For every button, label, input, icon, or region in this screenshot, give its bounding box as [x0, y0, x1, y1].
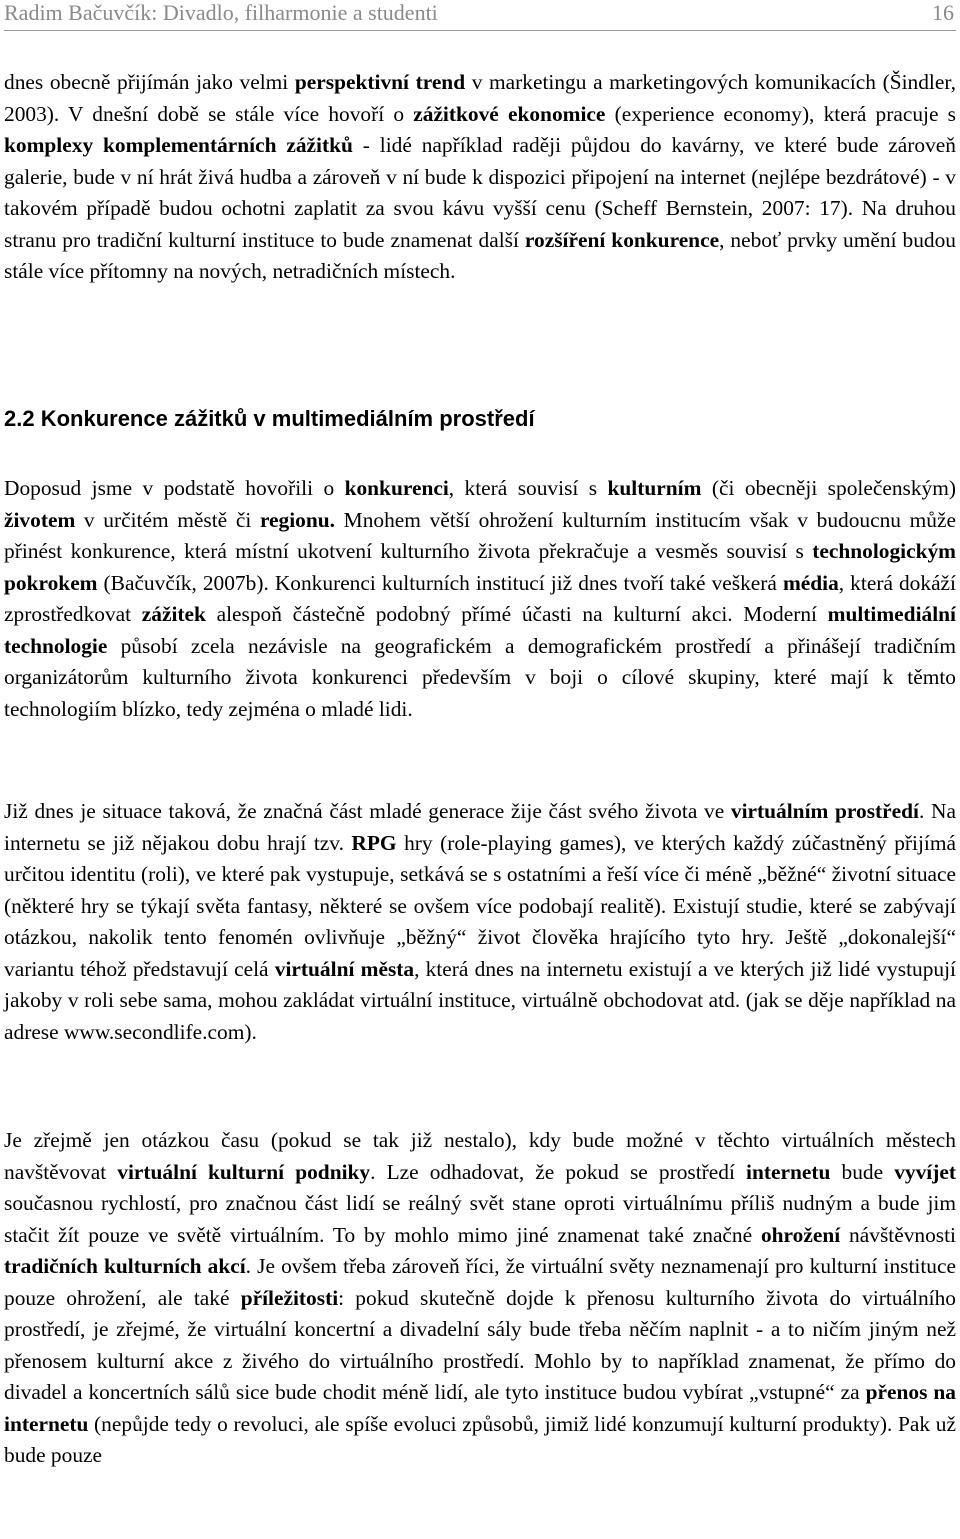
text-run: . Na internetu se již nějakou dobu hrají tzv.	[4, 799, 956, 855]
paragraph	[4, 1125, 956, 1472]
bold-term: tradičních kulturních akcí	[4, 1254, 246, 1278]
bold-term: regionu.	[259, 507, 336, 532]
bold-term: ohrožení	[760, 1222, 841, 1247]
bold-term: perspektivní trend	[294, 70, 466, 94]
text-run: , která souvisí s	[448, 476, 608, 500]
running-header	[4, 0, 956, 31]
text-run: , která dokáží zprostředkovat	[4, 570, 956, 626]
text-run: bude	[830, 1159, 895, 1184]
page-number: 16	[932, 0, 954, 25]
bold-term: vyvíjet	[894, 1159, 956, 1184]
paragraph	[4, 473, 956, 725]
bold-term: technologickým pokrokem	[4, 539, 956, 595]
text-run: Je zřejmě jen otázkou času (pokud se tak již nestalo), kdy bude možné v těchto virtuálních městech navštěvovat	[4, 1128, 956, 1184]
bold-term: multimediální technologie	[4, 602, 956, 658]
bold-term: virtuálním prostředí	[730, 799, 920, 823]
text-run: dnes obecně přijímán jako velmi	[4, 70, 295, 94]
bold-term: rozšíření konkurence	[524, 227, 720, 252]
text-run: - lidé například raději půjdou do kavárny, ve které bude zároveň galerie, bude v ní hrát živá hudba a zároveň v ní bude k dispozici připojení na internet (nejlépe bezdrátové) - v takovém případě budou ochotni zaplatit za svou kávu vyšší cenu (Scheff Bernstein, 2007: 17). Na druhou stranu pro tradiční kulturní instituce to bude znamenat další	[4, 133, 957, 252]
section-heading: 2.2 Konkurence zážitků v multimediálním prostředí	[4, 406, 535, 431]
bold-term: životem	[4, 507, 76, 532]
bold-term: média	[782, 570, 839, 595]
text-run: Mnohem větší ohrožení kulturním institucím však v budoucnu může přinést konkurence, která místní ukotvení kulturního života překračuje a vesměs souvisí s	[4, 507, 956, 563]
text-run: Doposud jsme v podstatě hovořili o	[4, 476, 345, 500]
bold-term: konkurenci	[344, 476, 449, 500]
header-author-title: Radim Bačuvčík: Divadlo, filharmonie a studenti	[4, 0, 438, 25]
bold-term: virtuální kulturní podniky	[117, 1159, 371, 1184]
bold-term: kulturním	[607, 476, 702, 500]
text-run: , neboť prvky umění budou stále více přítomny na nových, netradičních místech.	[4, 227, 956, 283]
bold-term: virtuální města	[274, 956, 415, 981]
bold-term: přenos na internetu	[4, 1380, 956, 1436]
bold-term: RPG	[351, 830, 397, 855]
bold-term: zážitkové ekonomice	[413, 101, 606, 126]
bold-term: příležitosti	[240, 1285, 339, 1310]
paragraph	[4, 796, 956, 1048]
text-run: hry (role-playing games), ve kterých každý zúčastněný přijímá určitou identitu (roli), ve které pak vystupuje, setkává se s ostatními a řeší více či méně „běžné“ životní situace (některé hry se týkají světa fantasy, některé se ovšem více podobají realitě). Existují studie, které se zabývají otázkou, nakolik tento fenomén ovlivňuje „běžný“ život člověka hrajícího tyto hry. Ještě „dokonalejší“ variantu téhož představují celá	[4, 830, 956, 981]
text-run: (experience economy), která pracuje s	[605, 101, 956, 126]
paragraph	[4, 67, 956, 288]
text-run: (nepůjde tedy o revoluci, ale spíše evoluci způsobů, jimiž lidé konzumují kulturní produkty). Pak už bude pouze	[4, 1411, 956, 1467]
text-run: v marketingu a marketingových komunikacích (Šindler, 2003). V dnešní době se stále více hovoří o	[4, 70, 956, 126]
text-run: (Bačuvčík, 2007b). Konkurenci kulturních institucí již dnes tvoří také veškerá	[97, 570, 783, 595]
text-run: v určitém městě či	[75, 507, 260, 532]
text-run: . Lze odhadovat, že pokud se prostředí	[370, 1159, 747, 1184]
text-run: , která dnes na internetu existují a ve kterých již lidé vystupují jakoby v roli sebe sama, mohou zakládat virtuální instituce, virtuálně obchodovat atd. (jak se děje například na adrese www.secondlife.com).	[4, 956, 956, 1044]
bold-term: internetu	[746, 1159, 831, 1184]
text-run: alespoň částečně podobný přímé účasti na kulturní akci. Moderní	[205, 602, 828, 626]
text-run: návštěvnosti	[840, 1222, 956, 1247]
text-run: působí zcela nezávisle na geografickém a demografickém prostředí a přinášejí tradičním organizátorům kulturního života konkurenci především v boji o cílové skupiny, které mají k těmto technologiím blízko, tedy zejména o mladé lidi.	[4, 633, 956, 721]
bold-term: komplexy komplementárních zážitků	[4, 133, 353, 157]
text-run: (či obecněji společenským)	[701, 476, 956, 500]
text-run: : pokud skutečně dojde k přenosu kulturního života do virtuálního prostředí, je zřejmé, že virtuální koncertní a divadelní sály bude třeba něčím naplnit - a to ničím jiným než přenosem kulturní akce z živého do virtuálního prostředí. Mohlo by to například znamenat, že přímo do divadel a koncertních sálů sice bude chodit méně lidí, ale tyto instituce budou vybírat „vstupné“ za	[4, 1285, 956, 1404]
text-run: Již dnes je situace taková, že značná část mladé generace žije část svého života ve	[4, 799, 731, 823]
bold-term: zážitek	[141, 602, 206, 626]
text-run: . Je ovšem třeba zároveň říci, že virtuální světy neznamenají pro kulturní instituce pouze ohrožení, ale také	[4, 1254, 956, 1310]
text-run: současnou rychlostí, pro značnou část lidí se reálný svět stane oproti virtuálnímu příliš nudným a bude jim stačit žít pouze ve světě virtuálním. To by mohlo mimo jiné znamenat také značné	[4, 1191, 956, 1247]
